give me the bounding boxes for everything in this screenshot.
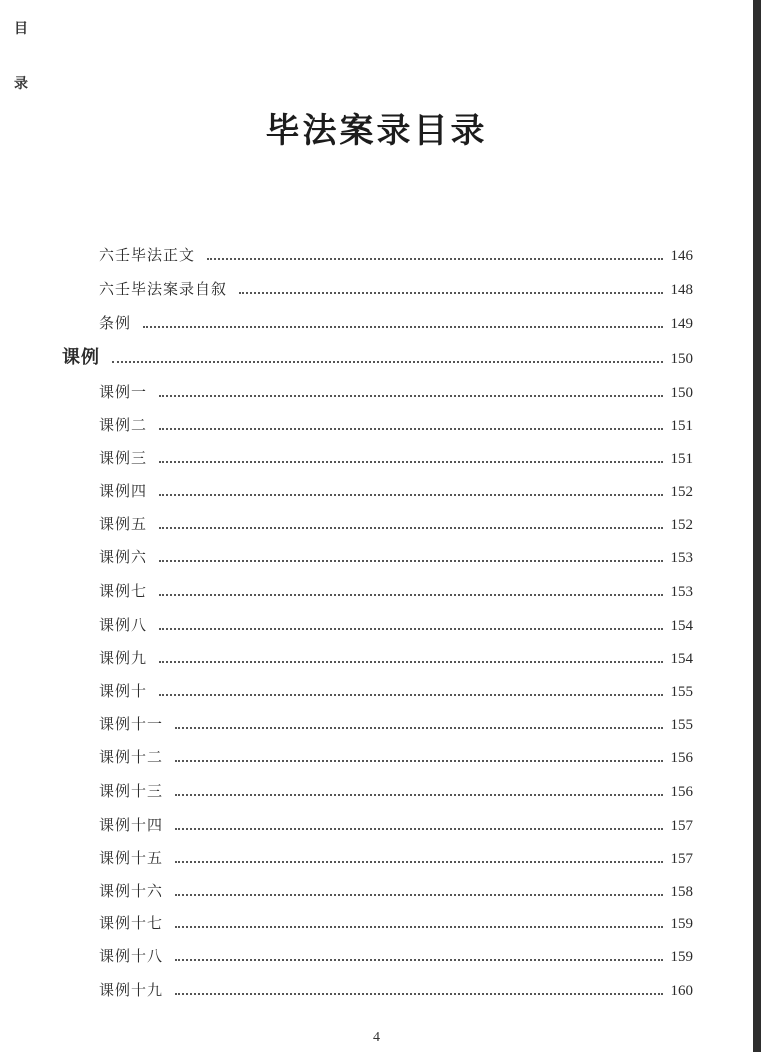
toc-entry-label: 条例: [99, 314, 132, 332]
toc-entry-label: 六壬毕法案录自叙: [99, 280, 228, 298]
toc-entry[interactable]: [99, 308, 693, 338]
toc-entry[interactable]: [99, 377, 693, 407]
toc-entry[interactable]: [99, 876, 693, 906]
toc-leader-dots: [175, 794, 662, 796]
toc-entry[interactable]: [99, 410, 693, 440]
toc-leader-dots: [175, 727, 662, 729]
toc-entry-page: 156: [670, 784, 693, 800]
toc-entry[interactable]: [99, 908, 693, 938]
side-label-lu: 录: [14, 76, 28, 92]
toc-entry[interactable]: [99, 709, 693, 739]
toc-leader-dots: [175, 828, 662, 830]
toc-leader-dots: [143, 326, 662, 328]
toc-entry-label: 课例六: [99, 548, 148, 566]
toc-entry-page: 150: [670, 351, 693, 367]
toc-entry-label: 课例十五: [99, 849, 164, 867]
toc-entry-page: 160: [670, 983, 693, 999]
toc-entry-label: 课例七: [99, 582, 148, 600]
toc-entry-label: 课例二: [99, 416, 148, 434]
toc-entry-page: 155: [670, 684, 693, 700]
toc-entry-page: 158: [670, 884, 693, 900]
toc-entry-page: 152: [670, 484, 693, 500]
toc-entry-page: 153: [670, 584, 693, 600]
toc-entry-page: 156: [670, 750, 693, 766]
toc-entry[interactable]: [99, 542, 693, 572]
toc-entry[interactable]: [99, 443, 693, 473]
toc-entry-page: 159: [670, 949, 693, 965]
toc-entry-page: 157: [670, 818, 693, 834]
side-label-mu: 目: [14, 21, 28, 37]
toc-entry[interactable]: [99, 643, 693, 673]
toc-leader-dots: [175, 861, 662, 863]
toc-entry-page: 157: [670, 851, 693, 867]
toc-leader-dots: [159, 461, 662, 463]
toc-entry-label: 课例十八: [99, 947, 164, 965]
toc-entry-page: 154: [670, 618, 693, 634]
page-edge-shadow: [753, 0, 761, 1052]
toc-entry[interactable]: [99, 676, 693, 706]
toc-entry[interactable]: [99, 509, 693, 539]
toc-entry-label: 课例十一: [99, 715, 164, 733]
page-number: 4: [373, 1030, 380, 1045]
toc-leader-dots: [159, 527, 662, 529]
toc-leader-dots: [159, 661, 662, 663]
toc-entry-label: 课例十七: [99, 914, 164, 932]
toc-entry[interactable]: [99, 975, 693, 1005]
toc-leader-dots: [159, 428, 662, 430]
toc-entry[interactable]: [99, 776, 693, 806]
toc-entry-page: 146: [670, 248, 693, 264]
toc-leader-dots: [207, 258, 662, 260]
toc-leader-dots: [159, 395, 662, 397]
toc-leader-dots: [159, 594, 662, 596]
toc-entry[interactable]: [99, 742, 693, 772]
toc-entry-page: 149: [670, 316, 693, 332]
toc-entry[interactable]: [99, 576, 693, 606]
toc-entry[interactable]: [99, 476, 693, 506]
toc-entry[interactable]: [99, 941, 693, 971]
toc-entry[interactable]: [99, 843, 693, 873]
toc-entry[interactable]: [99, 610, 693, 640]
toc-entry[interactable]: [99, 240, 693, 270]
toc-entry-label: 课例十三: [99, 782, 164, 800]
toc-entry-label: 课例五: [99, 515, 148, 533]
toc-entry[interactable]: [99, 810, 693, 840]
toc-leader-dots: [175, 993, 662, 995]
toc-entry-page: 150: [670, 385, 693, 401]
toc-leader-dots: [175, 894, 662, 896]
toc-leader-dots: [175, 760, 662, 762]
toc-entry-label: 课例三: [99, 449, 148, 467]
toc-entry-page: 152: [670, 517, 693, 533]
toc-entry-label: 课例十四: [99, 816, 164, 834]
toc-entry-label: 课例九: [99, 649, 148, 667]
toc-entry-page: 159: [670, 916, 693, 932]
toc-entry-page: 155: [670, 717, 693, 733]
toc-entry-label: 课例四: [99, 482, 148, 500]
toc-entry-label: 六壬毕法正文: [99, 246, 196, 264]
toc-entry-label: 课例八: [99, 616, 148, 634]
toc-entry-page: 148: [670, 282, 693, 298]
toc-section-entry[interactable]: [62, 343, 693, 373]
toc-leader-dots: [159, 628, 662, 630]
toc-entry-label: 课例十九: [99, 981, 164, 999]
toc-entry-page: 153: [670, 550, 693, 566]
toc-entry-page: 151: [670, 418, 693, 434]
toc-entry-page: 151: [670, 451, 693, 467]
page-title: 毕法案录目录: [265, 111, 488, 151]
toc-leader-dots: [159, 694, 662, 696]
toc-entry-page: 154: [670, 651, 693, 667]
toc-entry-label: 课例: [62, 347, 100, 368]
toc-leader-dots: [175, 926, 662, 928]
toc-entry-label: 课例一: [99, 383, 148, 401]
toc-leader-dots: [239, 292, 662, 294]
toc-entry-label: 课例十: [99, 682, 148, 700]
toc-entry-label: 课例十二: [99, 748, 164, 766]
toc-leader-dots: [159, 494, 662, 496]
toc-leader-dots: [159, 560, 662, 562]
toc-leader-dots: [112, 361, 663, 363]
toc-entry-label: 课例十六: [99, 882, 164, 900]
toc-entry[interactable]: [99, 274, 693, 304]
toc-leader-dots: [175, 959, 662, 961]
